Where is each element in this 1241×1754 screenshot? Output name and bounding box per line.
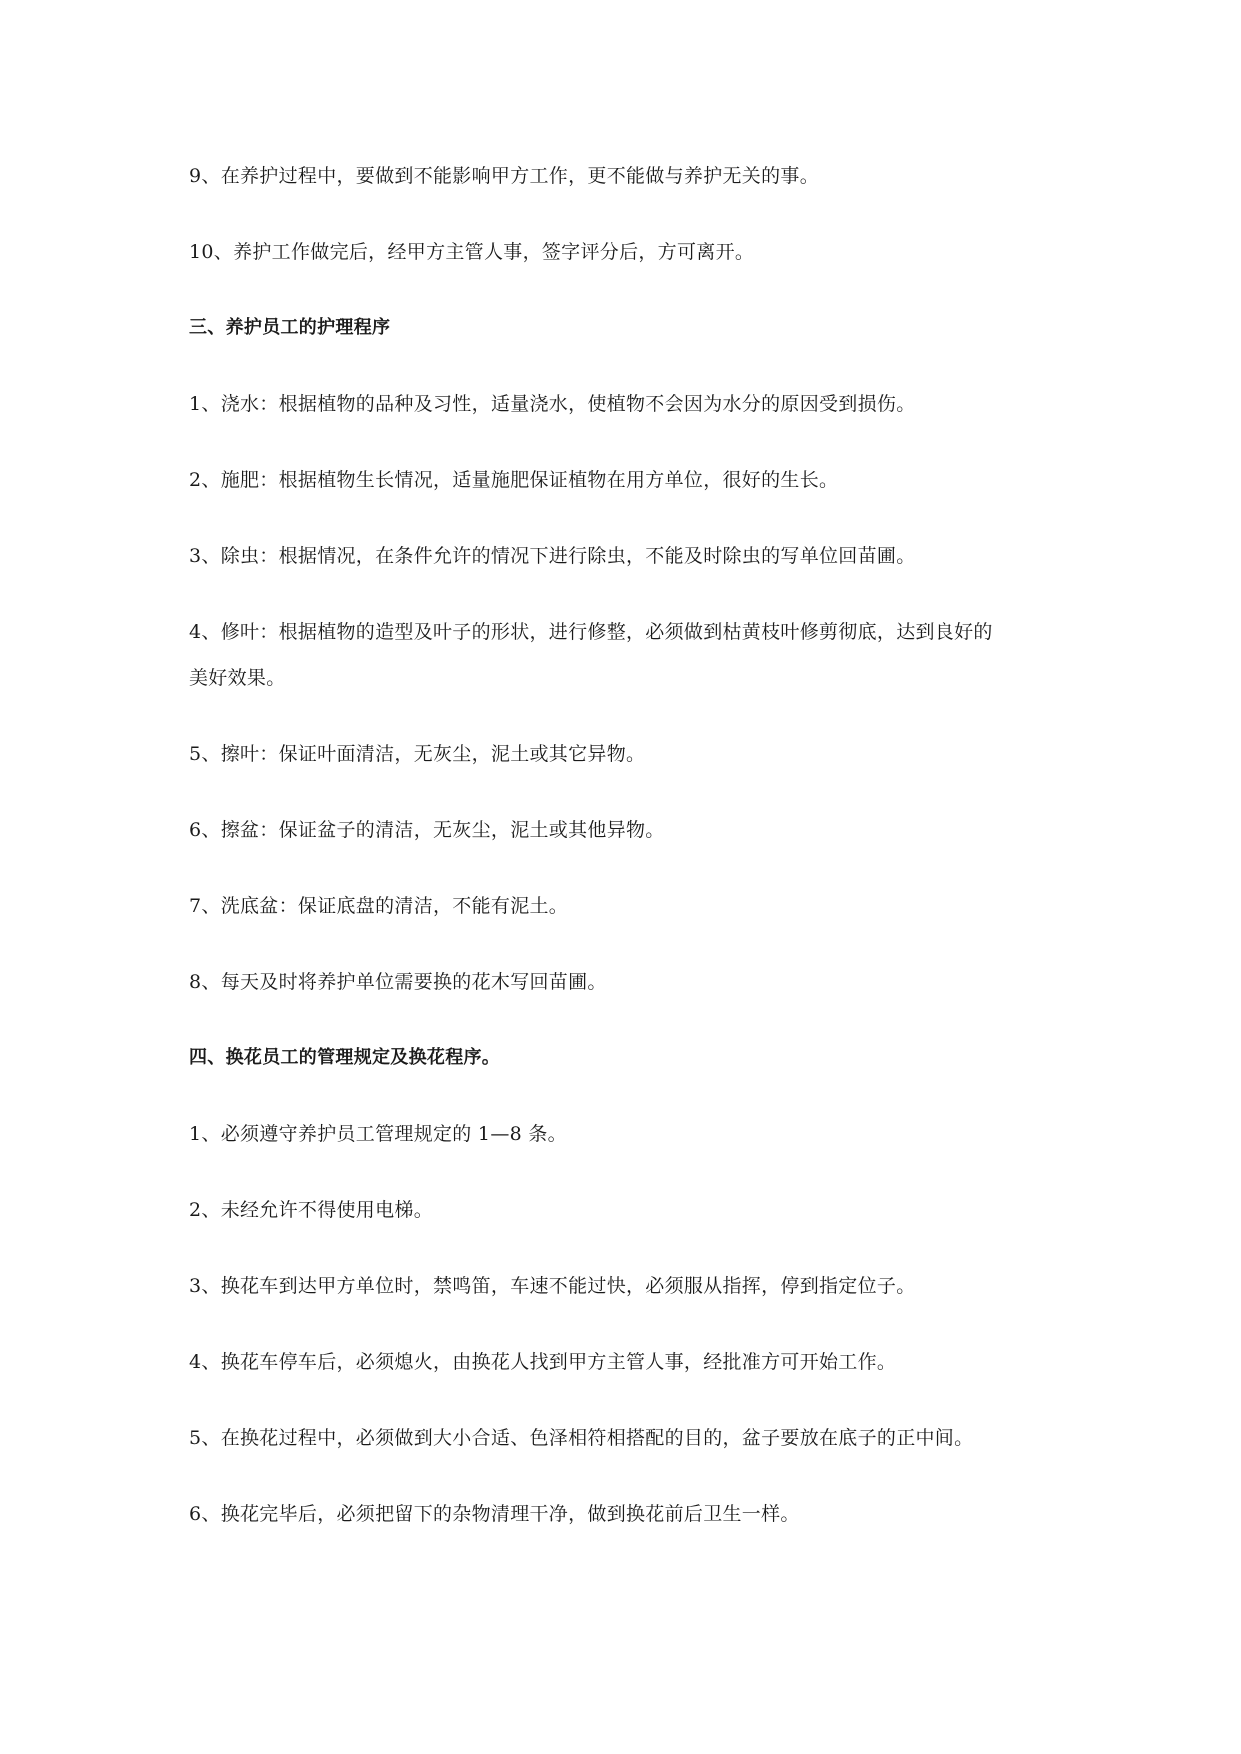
- list-item: 4、换花车停车后，必须熄火，由换花人找到甲方主管人事，经批准方可开始工作。: [189, 1351, 897, 1373]
- list-item: 7、洗底盆：保证底盘的清洁，不能有泥土。: [189, 895, 569, 917]
- paragraph-item-10: 10、养护工作做完后，经甲方主管人事，签字评分后，方可离开。: [189, 241, 755, 263]
- list-item: 4、修叶：根据植物的造型及叶子的形状，进行修整，必须做到枯黄枝叶修剪彻底，达到良好的: [189, 621, 993, 643]
- section-heading-4: 四、换花员工的管理规定及换花程序。: [189, 1047, 501, 1068]
- list-item: 5、在换花过程中，必须做到大小合适、色泽相符相搭配的目的，盆子要放在底子的正中间。: [189, 1427, 974, 1449]
- list-item-continuation: 美好效果。: [189, 667, 286, 689]
- list-item: 6、擦盆：保证盆子的清洁，无灰尘，泥土或其他异物。: [189, 819, 665, 841]
- list-item: 2、未经允许不得使用电梯。: [189, 1199, 433, 1221]
- list-item: 3、换花车到达甲方单位时，禁鸣笛，车速不能过快，必须服从指挥，停到指定位子。: [189, 1275, 916, 1297]
- list-item: 8、每天及时将养护单位需要换的花木写回苗圃。: [189, 971, 607, 993]
- paragraph-item-9: 9、在养护过程中，要做到不能影响甲方工作，更不能做与养护无关的事。: [189, 165, 819, 187]
- list-item: 6、换花完毕后，必须把留下的杂物清理干净，做到换花前后卫生一样。: [189, 1503, 800, 1525]
- list-item: 3、除虫：根据情况，在条件允许的情况下进行除虫，不能及时除虫的写单位回苗圃。: [189, 545, 916, 567]
- list-item: 1、必须遵守养护员工管理规定的 1—8 条。: [189, 1123, 567, 1145]
- section-heading-3: 三、养护员工的护理程序: [189, 317, 391, 338]
- list-item: 2、施肥：根据植物生长情况，适量施肥保证植物在用方单位，很好的生长。: [189, 469, 839, 491]
- list-item: 5、擦叶：保证叶面清洁，无灰尘，泥土或其它异物。: [189, 743, 646, 765]
- list-item: 1、浇水：根据植物的品种及习性，适量浇水，使植物不会因为水分的原因受到损伤。: [189, 393, 916, 415]
